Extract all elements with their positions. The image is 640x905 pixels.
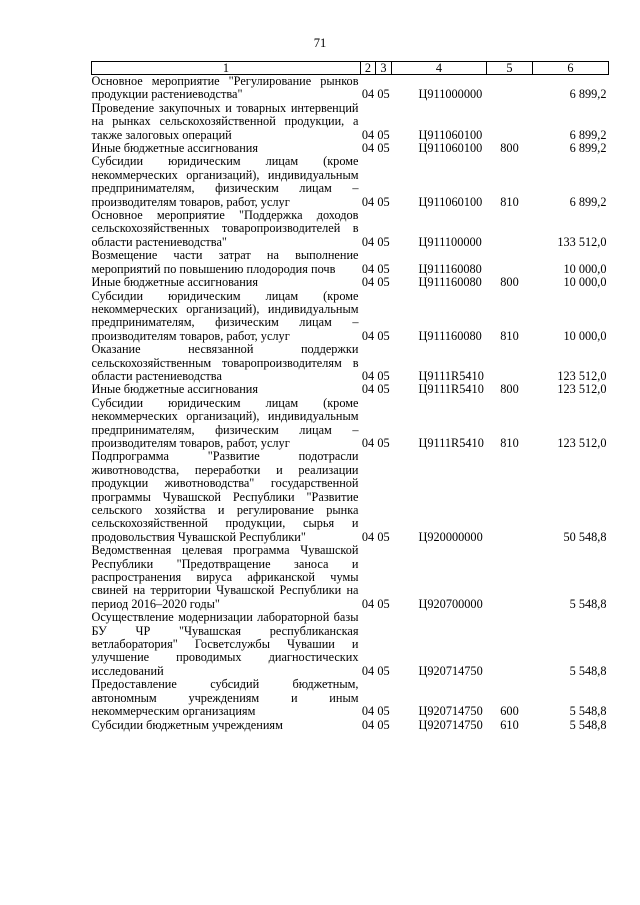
row-expense-type: 610 <box>500 717 519 732</box>
row-expense-type <box>487 249 533 276</box>
row-expense-type: 600 <box>500 704 519 719</box>
row-name: Иные бюджетные ассигнования <box>91 275 259 290</box>
row-amount: 6 899,2 <box>569 194 607 209</box>
table-row <box>92 209 609 249</box>
row-name: Основное мероприятие "Регулирование рынков продукции растениеводства" <box>91 74 359 102</box>
table-row <box>92 276 609 289</box>
row-amount: 5 548,8 <box>569 717 607 732</box>
row-section: 04 <box>361 275 375 290</box>
budget-table <box>91 61 609 732</box>
row-target-article: Ц920714750 <box>418 663 483 678</box>
row-expense-type: 810 <box>500 328 519 343</box>
row-section: 04 <box>361 127 375 142</box>
row-subsection: 05 <box>377 328 390 343</box>
table-row <box>92 397 609 451</box>
row-name: Субсидии юридическим лицам (кроме некоммерческих организаций), индивидуальным предпринимателям, физическим лицам – производителям товаров, работ, услуг <box>91 288 359 343</box>
row-target-article: Ц920000000 <box>418 529 483 544</box>
row-expense-type: 800 <box>500 382 519 397</box>
row-subsection: 05 <box>377 596 390 611</box>
row-name: Осуществление модернизации лабораторной базы БУ ЧР "Чувашская республиканская ветлаборатория" Госветслужбы Чувашии и улучшение проводимых диагностических исследований <box>91 610 359 678</box>
table-row <box>92 249 609 276</box>
row-expense-type <box>487 343 533 383</box>
row-expense-type <box>487 209 533 249</box>
row-section: 04 <box>361 194 375 209</box>
table-row <box>92 343 609 383</box>
row-amount: 6 899,2 <box>569 87 607 102</box>
row-target-article: Ц911060100 <box>418 127 483 142</box>
row-target-article: Ц911160080 <box>418 261 482 276</box>
table-row <box>92 290 609 344</box>
row-name: Субсидии юридическим лицам (кроме некоммерческих организаций), индивидуальным предпринимателям, физическим лицам – производителям товаров, работ, услуг <box>91 395 359 450</box>
row-subsection: 05 <box>377 261 390 276</box>
row-target-article: Ц9111R5410 <box>418 382 484 397</box>
row-target-article: Ц911160080 <box>418 328 482 343</box>
row-name: Иные бюджетные ассигнования <box>91 141 259 156</box>
row-target-article: Ц9111R5410 <box>418 368 484 383</box>
row-name: Возмещение части затрат на выполнение мероприятий по повышению плодородия почв <box>91 248 359 276</box>
row-subsection: 05 <box>377 194 390 209</box>
row-section: 04 <box>361 435 375 450</box>
row-section: 04 <box>361 234 375 249</box>
header-col-3: 3 <box>376 62 392 75</box>
row-name: Ведомственная целевая программа Чувашской Республики "Предотвращение заноса и распространения вируса африканской чумы свиней на территории Чувашской Республики на период 2016–2020 годы" <box>91 543 359 611</box>
table-row <box>92 678 609 718</box>
row-subsection: 05 <box>377 234 390 249</box>
row-amount: 6 899,2 <box>569 141 607 156</box>
row-section: 04 <box>361 529 375 544</box>
row-expense-type: 810 <box>500 435 519 450</box>
row-expense-type <box>487 450 533 544</box>
table-row <box>92 102 609 142</box>
row-amount: 10 000,0 <box>563 261 607 276</box>
table-row <box>92 142 609 155</box>
row-amount: 133 512,0 <box>557 234 607 249</box>
row-amount: 5 548,8 <box>569 596 607 611</box>
table-row <box>92 544 609 611</box>
table-row <box>92 75 609 102</box>
row-amount: 10 000,0 <box>563 275 607 290</box>
table-row <box>92 611 609 678</box>
row-name: Проведение закупочных и товарных интервенций на рынках сельскохозяйственной продукции, а также залоговых операций <box>91 100 359 142</box>
row-section: 04 <box>361 87 375 102</box>
row-name: Предоставление субсидий бюджетным, автономным учреждениям и иным некоммерческим организациям <box>91 677 359 719</box>
header-col-5: 5 <box>487 62 533 75</box>
row-subsection: 05 <box>377 368 390 383</box>
row-section: 04 <box>361 717 375 732</box>
row-section: 04 <box>361 704 375 719</box>
row-target-article: Ц920714750 <box>418 717 483 732</box>
row-amount: 123 512,0 <box>557 368 607 383</box>
row-subsection: 05 <box>377 127 390 142</box>
table-body <box>92 75 609 732</box>
page-number: 71 <box>313 36 327 50</box>
row-section: 04 <box>361 382 375 397</box>
row-section: 04 <box>361 663 375 678</box>
table-row <box>92 719 609 732</box>
row-amount: 50 548,8 <box>563 529 607 544</box>
row-amount: 123 512,0 <box>557 382 607 397</box>
row-amount: 123 512,0 <box>557 435 607 450</box>
row-section: 04 <box>361 368 375 383</box>
row-target-article: Ц911160080 <box>418 275 482 290</box>
row-expense-type: 800 <box>500 275 519 290</box>
row-expense-type: 810 <box>500 194 519 209</box>
row-expense-type: 800 <box>500 141 519 156</box>
row-amount: 10 000,0 <box>563 328 607 343</box>
row-target-article: Ц920714750 <box>418 704 483 719</box>
row-amount: 5 548,8 <box>569 663 607 678</box>
row-target-article: Ц911000000 <box>418 87 483 102</box>
row-expense-type <box>487 611 533 678</box>
row-amount: 5 548,8 <box>569 704 607 719</box>
row-expense-type <box>487 102 533 142</box>
row-name: Иные бюджетные ассигнования <box>91 382 259 397</box>
row-subsection: 05 <box>377 704 390 719</box>
row-target-article: Ц911060100 <box>418 141 483 156</box>
row-name: Субсидии бюджетным учреждениям <box>91 717 283 732</box>
row-section: 04 <box>361 596 375 611</box>
row-section: 04 <box>361 141 375 156</box>
row-expense-type <box>487 75 533 102</box>
row-name: Подпрограмма "Развитие подотрасли животноводства, переработки и реализации продукции животноводства" государственной программы Чувашской Республики "Развитие сельского хозяйства и регулирование рынка сельскохозяйственной продукции, сырья и продовольствия Чувашской Республики" <box>91 449 359 544</box>
row-subsection: 05 <box>377 382 390 397</box>
header-col-6: 6 <box>533 62 609 75</box>
row-subsection: 05 <box>377 141 390 156</box>
row-subsection: 05 <box>377 275 390 290</box>
row-amount: 6 899,2 <box>569 127 607 142</box>
row-name: Основное мероприятие "Поддержка доходов сельскохозяйственных товаропроизводителей в области растениеводства" <box>91 208 359 249</box>
table-row <box>92 383 609 396</box>
header-col-1: 1 <box>92 62 361 75</box>
row-target-article: Ц911060100 <box>418 194 483 209</box>
row-subsection: 05 <box>377 529 390 544</box>
table-row <box>92 450 609 544</box>
row-name: Субсидии юридическим лицам (кроме некоммерческих организаций), индивидуальным предпринимателям, физическим лицам – производителям товаров, работ, услуг <box>91 154 359 209</box>
row-expense-type <box>487 544 533 611</box>
row-section: 04 <box>361 261 375 276</box>
header-col-4: 4 <box>392 62 487 75</box>
row-target-article: Ц9111R5410 <box>418 435 484 450</box>
row-name: Оказание несвязанной поддержки сельскохозяйственным товаропроизводителям в области растениеводства <box>91 342 359 383</box>
row-section: 04 <box>361 328 375 343</box>
row-subsection: 05 <box>377 717 390 732</box>
row-subsection: 05 <box>377 663 390 678</box>
row-subsection: 05 <box>377 87 390 102</box>
table-header-row <box>92 62 609 75</box>
row-subsection: 05 <box>377 435 390 450</box>
row-target-article: Ц920700000 <box>418 596 483 611</box>
header-col-2: 2 <box>361 62 376 75</box>
row-target-article: Ц911100000 <box>418 234 482 249</box>
table-row <box>92 155 609 209</box>
